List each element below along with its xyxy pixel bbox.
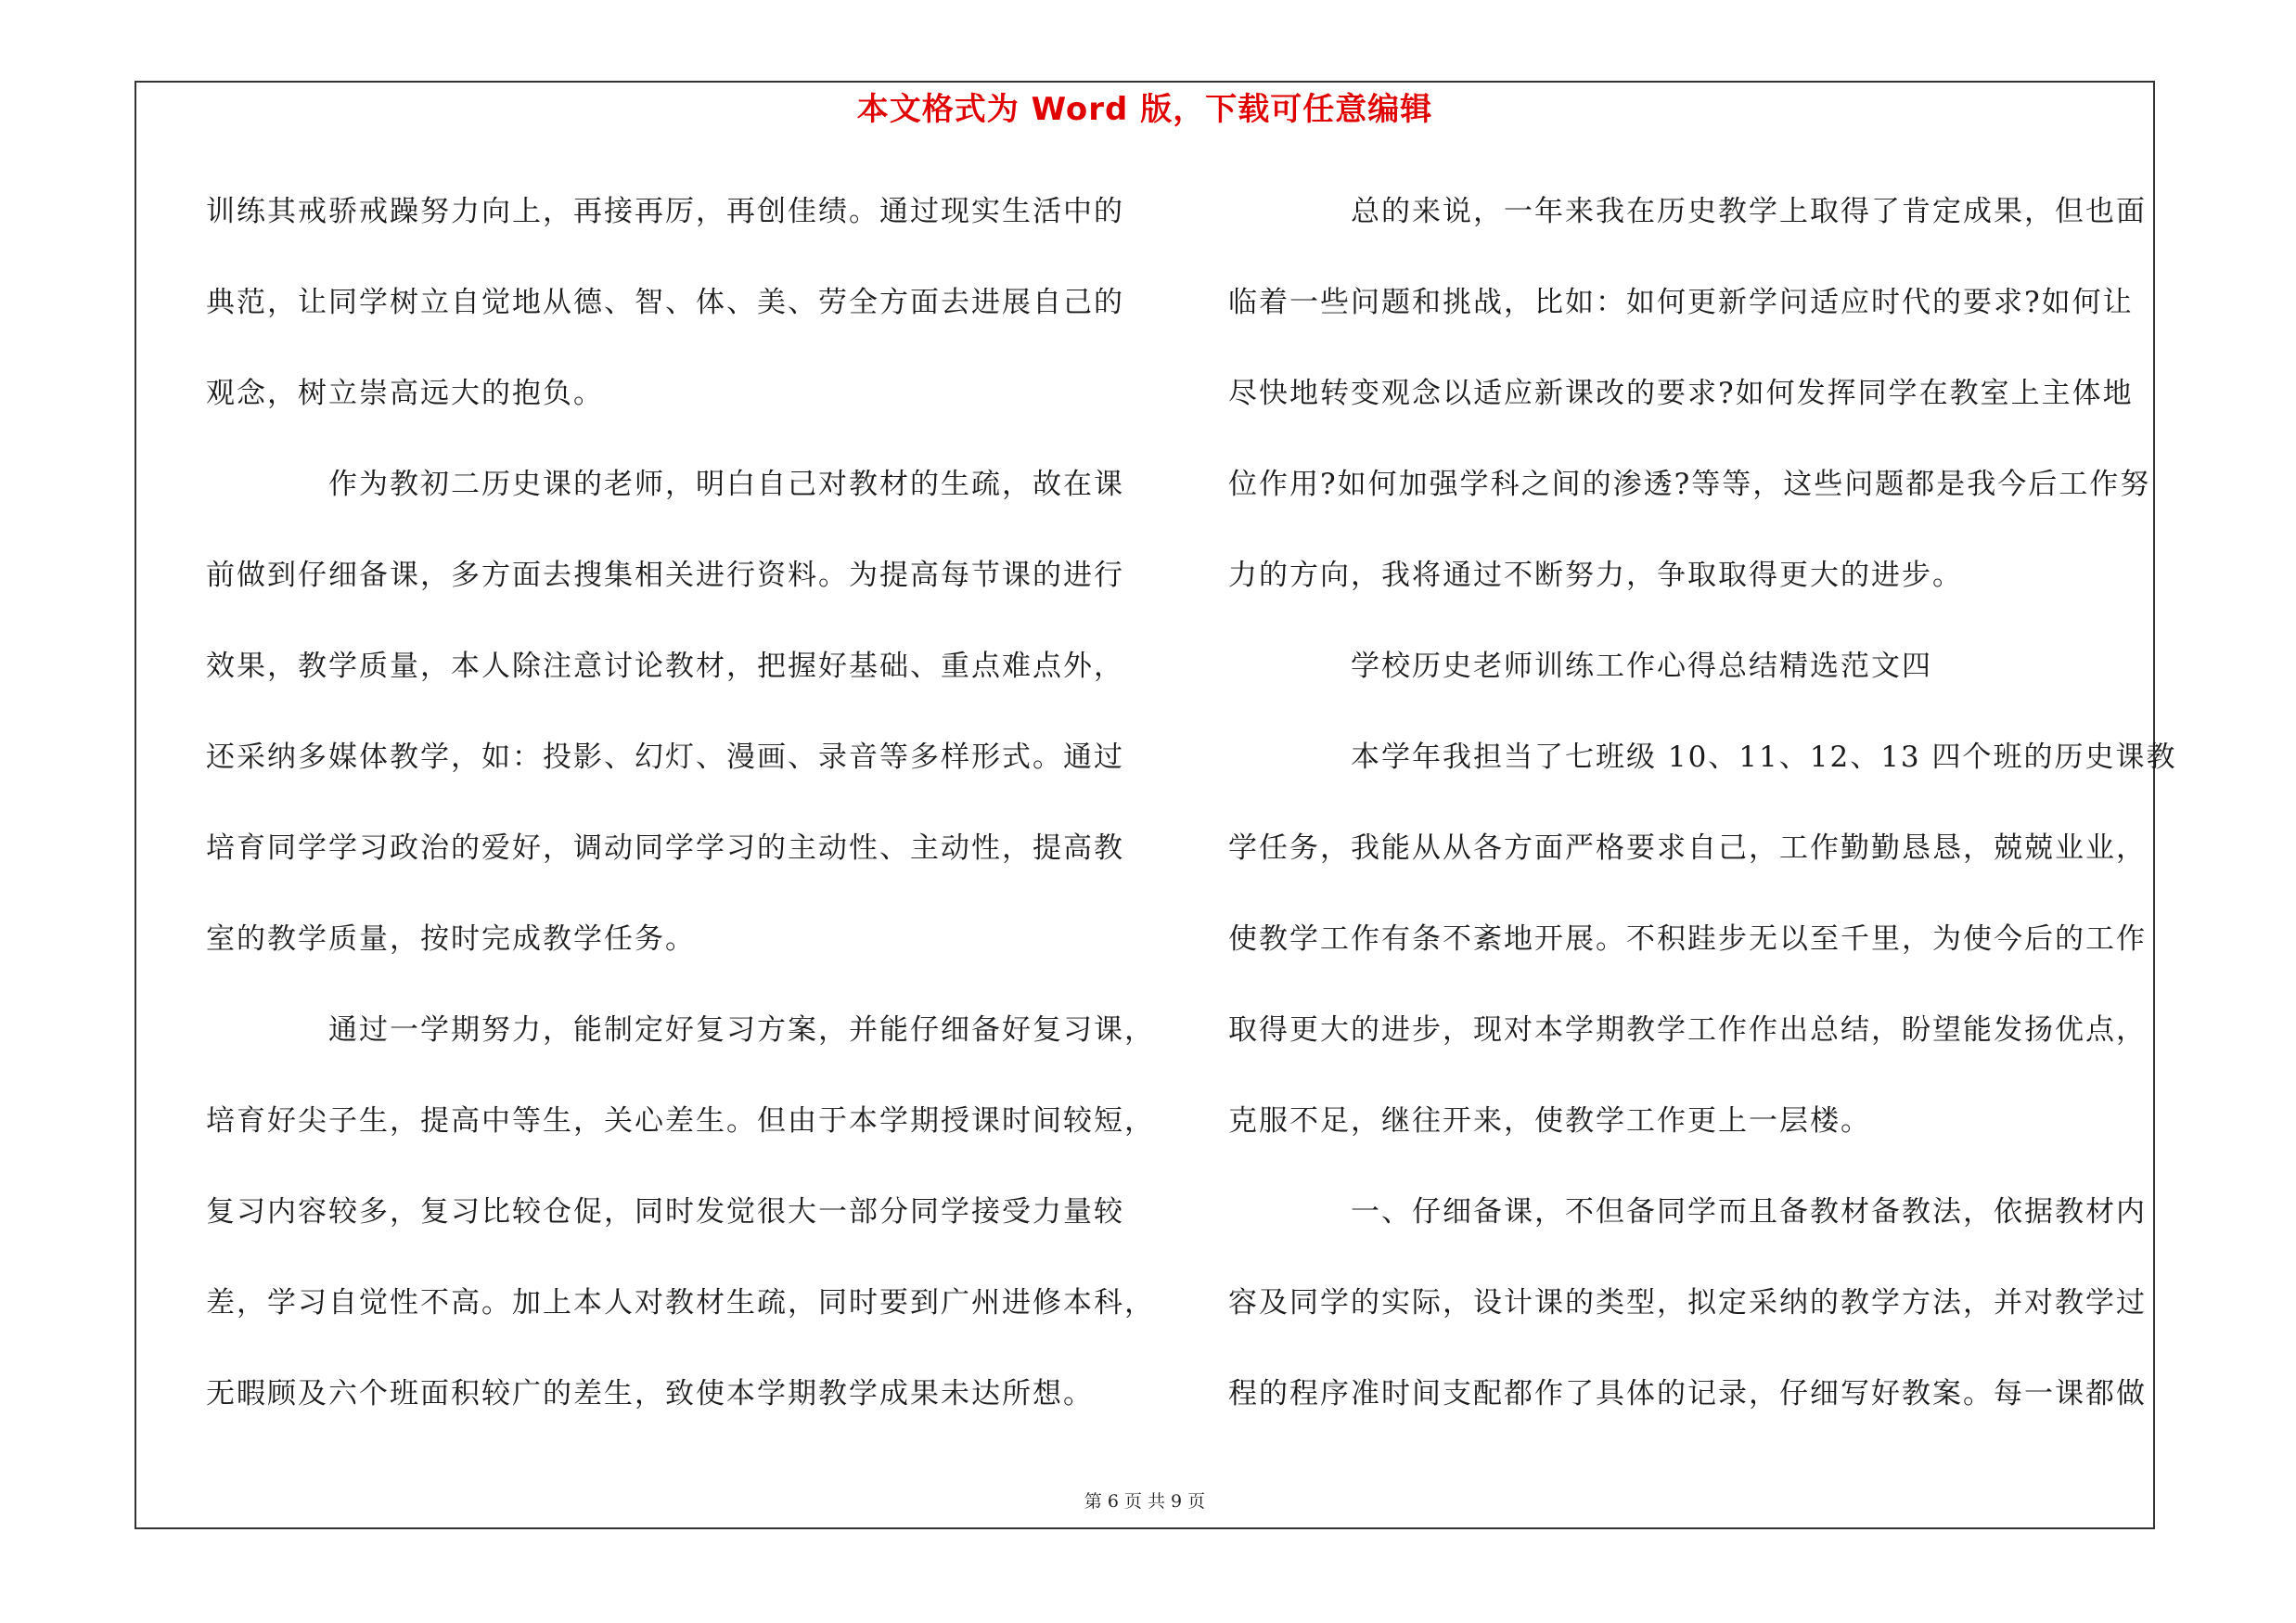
text-line: 学任务，我能从从各方面严格要求自己，工作勤勤恳恳，兢兢业业， [1228, 831, 2147, 865]
paragraph-start-line: 通过一学期努力，能制定好复习方案，并能仔细备好复习课， [328, 1013, 1155, 1047]
text-line: 训练其戒骄戒躁努力向上，再接再厉，再创佳绩。通过现实生活中的 [206, 195, 1124, 228]
word-format-banner: 本文格式为 Word 版，下载可任意编辑 [856, 91, 1433, 128]
text-line: 临着一些问题和挑战，比如：如何更新学问适应时代的要求?如何让 [1228, 286, 2134, 319]
text-line: 前做到仔细备课，多方面去搜集相关进行资料。为提高每节课的进行 [206, 559, 1124, 592]
text-line: 典范，让同学树立自觉地从德、智、体、美、劳全方面去进展自己的 [206, 286, 1124, 319]
text-line: 观念，树立崇高远大的抱负。 [206, 377, 604, 410]
text-line: 使教学工作有条不紊地开展。不积跬步无以至千里，为使今后的工作 [1228, 922, 2147, 956]
text-line: 克服不足，继往开来，使教学工作更上一层楼。 [1228, 1104, 1871, 1138]
text-line: 力的方向，我将通过不断努力，争取取得更大的进步。 [1228, 559, 1963, 592]
text-line: 尽快地转变观念以适应新课改的要求?如何发挥同学在教室上主体地 [1228, 377, 2134, 410]
text-line: 还采纳多媒体教学，如：投影、幻灯、漫画、录音等多样形式。通过 [206, 741, 1124, 774]
text-line: 培育好尖子生，提高中等生，关心差生。但由于本学期授课时间较短， [206, 1104, 1155, 1138]
text-line: 位作用?如何加强学科之间的渗透?等等，这些问题都是我今后工作努 [1228, 468, 2151, 501]
right-column [1228, 186, 2177, 1459]
text-line: 差，学习自觉性不高。加上本人对教材生疏，同时要到广州进修本科， [206, 1286, 1155, 1320]
paragraph-start-line: 一、仔细备课，不但备同学而且备教材备教法，依据教材内 [1351, 1195, 2147, 1229]
page-number-footer: 第 6 页 共 9 页 [1084, 1491, 1206, 1512]
text-line: 复习内容较多，复习比较仓促，同时发觉很大一部分同学接受力量较 [206, 1195, 1124, 1229]
text-line: 程的程序准时间支配都作了具体的记录，仔细写好教案。每一课都做 [1228, 1377, 2147, 1410]
text-line: 培育同学学习政治的爱好，调动同学学习的主动性、主动性，提高教 [206, 831, 1124, 865]
text-line: 取得更大的进步，现对本学期教学工作作出总结，盼望能发扬优点， [1228, 1013, 2147, 1047]
section-heading: 学校历史老师训练工作心得总结精选范文四 [1351, 650, 1932, 683]
text-line: 容及同学的实际，设计课的类型，拟定采纳的教学方法，并对教学过 [1228, 1286, 2147, 1320]
text-line: 室的教学质量，按时完成教学任务。 [206, 922, 696, 956]
paragraph-start-line: 本学年我担当了七班级 10、11、12、13 四个班的历史课教 [1351, 741, 2177, 774]
paragraph-start-line: 总的来说，一年来我在历史教学上取得了肯定成果，但也面 [1351, 195, 2147, 228]
text-line: 效果，教学质量，本人除注意讨论教材，把握好基础、重点难点外， [206, 650, 1124, 683]
paragraph-start-line: 作为教初二历史课的老师，明白自己对教材的生疏，故在课 [328, 468, 1124, 501]
left-column [206, 186, 1155, 1459]
text-line: 无暇顾及六个班面积较广的差生，致使本学期教学成果未达所想。 [206, 1377, 1094, 1410]
